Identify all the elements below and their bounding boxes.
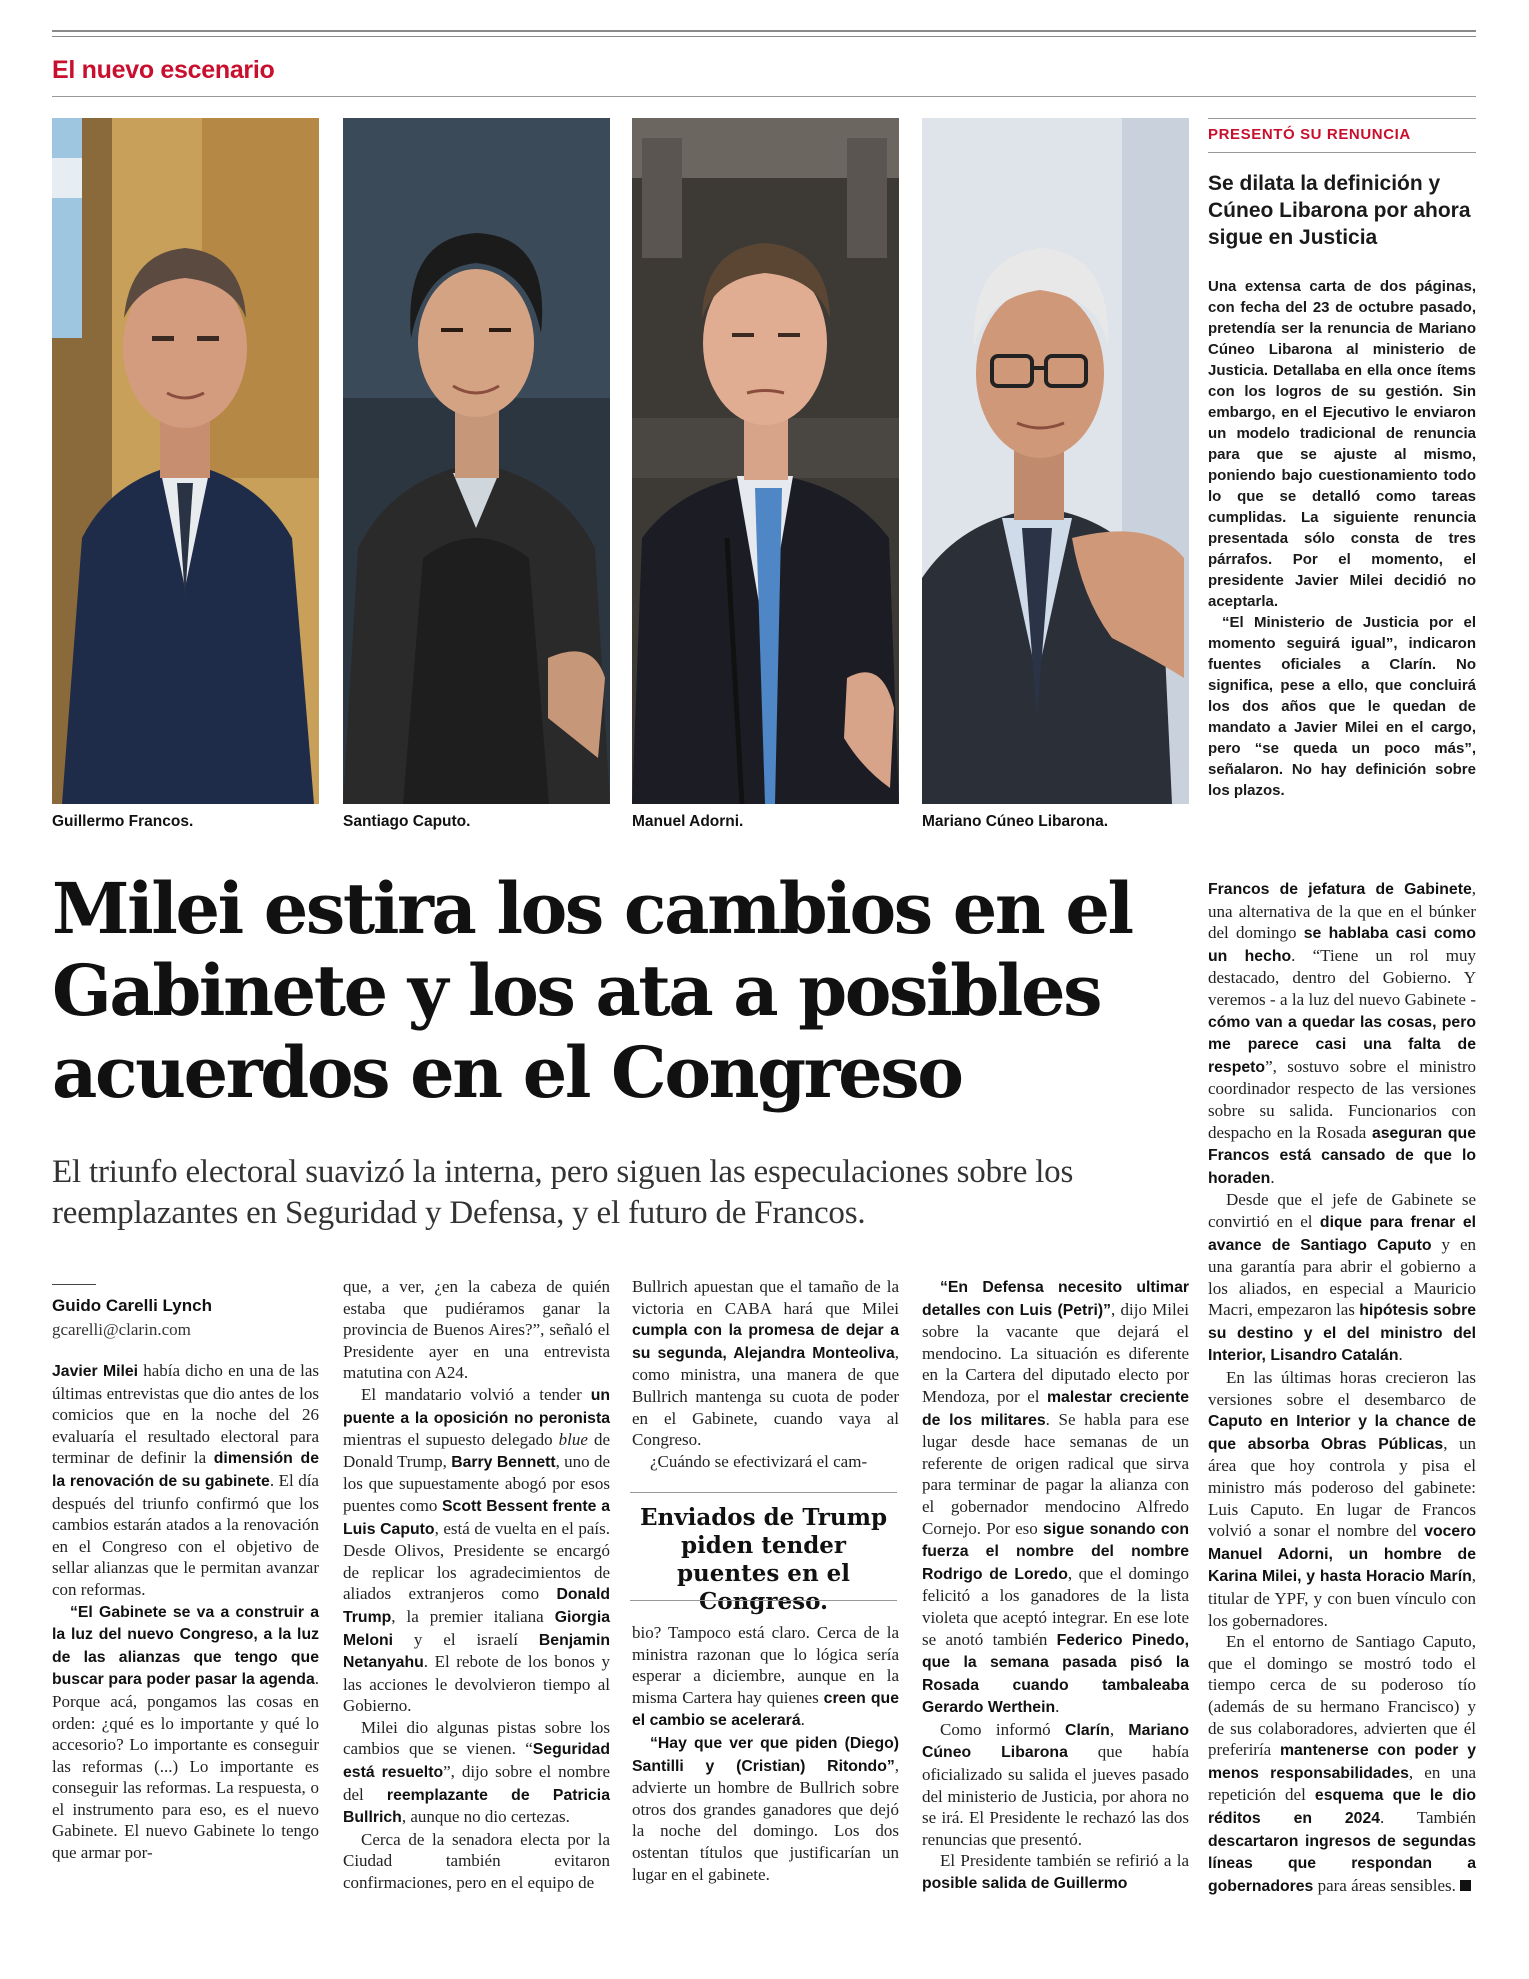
- sidebar-paragraph: Una extensa carta de dos páginas, con fecha del 23 de octubre pasado, pretendía ser la renuncia de Mariano Cúneo Libarona al ministerio de Justicia. Detallaba en ella once ítems con los logros de su gestión. Sin embargo, en el Ejecutivo le enviaron un modelo tradicional de renuncia para que se ajuste al mismo, poniendo bajo cuestionamiento todo lo que se detalló como tareas cumplidas. La siguiente renuncia presentada sólo consta de tres párrafos. Por el momento, el presidente Javier Milei decidió no aceptarla.: [1208, 278, 1476, 610]
- sidebar-kicker: PRESENTÓ SU RENUNCIA: [1208, 126, 1411, 143]
- article-paragraph: El mandatario volvió a tender un puente a la oposición no peronista mientras el supuesto delegado blue de Donald Trump, Barry Bennett, uno de los que supuestamente abogó por esos puentes como Scott Bessent frente a Luis Caputo, está de vuelta en el país. Desde Olivos, Presidente se encargó de replicar los agradecimientos de aliados extranjeros como Donald Trump, la premier italiana Giorgia Meloni y el israelí Benjamin Netanyahu. El rebote de los bonos y las acciones le devolvieron tiempo al Gobierno.: [343, 1384, 611, 1716]
- byline-author: Guido Carelli Lynch: [52, 1296, 212, 1315]
- top-rule-thin: [52, 36, 1476, 37]
- article-paragraph: “El Gabinete se va a construir a la luz del nuevo Congreso, a la luz de las alianzas que tengo que buscar para poder pasar la agenda. Porque acá, pongamos las cosas en orden: ¿qué es lo importante y qué lo accesorio? Lo importante es conseguir las reformas (...) Lo importante es conseguir las reformas. La respuesta, o el instrumento para eso, es el nuevo Gabinete. El nuevo Gabinete lo tengo que armar por-: [52, 1603, 319, 1863]
- article-paragraph: Cerca de la senadora electa por la Ciudad también evitaron confirmaciones, pero en el equipo de: [343, 1829, 610, 1893]
- photo-guillermo-francos: [52, 118, 319, 804]
- article-paragraph: bio? Tampoco está claro. Cerca de la ministra razonan que lo lógica sería esperar a diciembre, aunque en la misma Cartera hay quienes creen que el cambio se acelerará.: [632, 1623, 899, 1730]
- article-paragraph: ¿Cuándo se efectivizará el cam-: [650, 1451, 868, 1471]
- article-paragraph: Como informó Clarín, Mariano Cúneo Libarona que había oficializado su salida el jueves pasado del ministerio de Justicia, por ahora no se irá. El Presidente le rechazó las dos renuncias que presentó.: [922, 1719, 1189, 1849]
- article-paragraph: Milei dio algunas pistas sobre los cambios que se vienen. “Seguridad está resuelto”, dijo sobre el nombre del reemplazante de Patricia Bullrich, aunque no dio certezas.: [343, 1717, 610, 1827]
- deck: El triunfo electoral suavizó la interna, pero siguen las especulaciones sobre los reemplazantes en Seguridad y Defensa, y el futuro de Francos.: [52, 1154, 1074, 1231]
- article-column-4: [922, 1276, 1189, 1895]
- article-column-3: [632, 1276, 899, 1472]
- article-paragraph: “Hay que ver que piden (Diego) Santilli y (Cristian) Ritondo”, advierte un hombre de Bullrich sobre otros dos grandes ganadores que dejó la noche del domingo. Los dos ostentan títulos que justificarían un lugar en el gabinete.: [632, 1734, 899, 1884]
- article-column-1: [52, 1360, 319, 1864]
- top-rule: [52, 30, 1476, 32]
- section-label: El nuevo escenario: [52, 56, 275, 84]
- section-rule: [52, 96, 1476, 97]
- article-column-2: [343, 1276, 610, 1894]
- photo-caption: Santiago Caputo.: [343, 813, 471, 830]
- article-paragraph: que, a ver, ¿en la cabeza de quién estaba que pudiéramos ganar la provincia de Buenos Aires?”, señaló el Presidente ayer en una entrevista matutina con A24.: [343, 1277, 610, 1383]
- subhead-rule: [630, 1492, 897, 1493]
- article-paragraph: Desde que el jefe de Gabinete se convirtió en el dique para frenar el avance de Santiago Caputo y en una garantía para abrir el gobierno a los aliados, en especial a Mauricio Macri, empezaron las hipótesis sobre su destino y el del ministro del Interior, Lisandro Catalán.: [1208, 1190, 1477, 1365]
- sidebar-rule: [1208, 152, 1476, 153]
- photo-caption: Manuel Adorni.: [632, 813, 744, 830]
- sidebar-title: Se dilata la definición y Cúneo Libarona por ahora sigue en Justicia: [1208, 172, 1471, 249]
- photo-caption: Mariano Cúneo Libarona.: [922, 813, 1109, 830]
- sidebar-rule: [1208, 118, 1476, 119]
- article-column-3-continued: [632, 1622, 899, 1885]
- subhead: Enviados de Trump piden tender puentes en el Congreso.: [639, 1504, 888, 1615]
- subhead-rule: [630, 1600, 897, 1601]
- photo-caption: Guillermo Francos.: [52, 813, 194, 830]
- article-paragraph: “En Defensa necesito ultimar detalles con Luis (Petri)”, dijo Milei sobre la vacante que dejará el mendocino. La situación es diferente en la Cartera del diputado electo por Mendoza, por el malestar creciente de los militares. Se habla para ese lugar desde hace semanas de un referente de origen radical que sirva para terminar de pagar la alianza con el gobernador mendocino Alfredo Cornejo. Por eso sigue sonando con fuerza el nombre del nombre Rodrigo de Loredo, que el domingo felicitó a los ganadores de la lista violeta que aceptó integrar. En ese lote se anotó también Federico Pinedo, que la semana pasada pisó la Rosada cuando tambaleaba Gerardo Werthein.: [922, 1279, 1190, 1717]
- photo-mariano-cuneo-libarona: [922, 118, 1189, 804]
- article-paragraph: En las últimas horas crecieron las versiones sobre el desembarco de Caputo en Interior y la chance de que absorba Obras Públicas, un área que hoy controla y pisa el ministro más poderoso del gabinete: Luis Caputo. En lugar de Francos volvió a sonar el nombre del vocero Manuel Adorni, un hombre de Karina Milei, y hasta Horacio Marín, titular de YPF, y con buen vínculo con los gobernadores.: [1208, 1368, 1477, 1630]
- sidebar-body: [1208, 276, 1476, 801]
- sidebar-paragraph: “El Ministerio de Justicia por el momento seguirá igual”, indicaron fuentes oficiales a Clarín. No significa, pese a ello, que concluirá los dos años que le quedan de mandato a Javier Milei en el cargo, pero “se queda un poco más”, señalaron. No hay definición sobre los plazos.: [1208, 614, 1476, 799]
- article-paragraph: Javier Milei había dicho en una de las últimas entrevistas que dio antes de los comicios que en la noche del 26 evaluaría el resultado electoral para terminar de definir la dimensión de la renovación de su gabinete. El día después del triunfo confirmó que los cambios estarán atados a la renovación en el Congreso con el objetivo de sellar alianzas que le permitan avanzar con reformas.: [52, 1361, 319, 1599]
- byline-rule: [52, 1284, 96, 1285]
- article-paragraph: El Presidente también se refirió a la posible salida de Guillermo: [922, 1851, 1189, 1893]
- article-paragraph: En el entorno de Santiago Caputo, que el domingo se mostró todo el tiempo cerca de su poderoso tío (además de su hermano Francisco) y de sus colaboradores, advierten que él preferiría mantenerse con poder y menos responsabilidades, en una repetición del esquema que le dio réditos en 2024. También descartaron ingresos de segundas líneas que respondan a gobernadores para áreas sensibles.: [1208, 1632, 1477, 1895]
- headline: Milei estira los cambios en el Gabinete y los ata a posibles acuerdos en el Congreso: [52, 867, 1132, 1114]
- photo-manuel-adorni: [632, 118, 899, 804]
- article-column-5: [1208, 878, 1476, 1897]
- article-paragraph: Francos de jefatura de Gabinete, una alternativa de la que en el búnker del domingo se hablaba casi como un hecho. “Tiene un rol muy destacado, dentro del Gobierno. Y veremos - a la luz del nuevo Gabinete - cómo van a quedar las cosas, pero me parece casi una falta de respeto”, sostuvo sobre el ministro coordinador respecto de las versiones sobre su salida. Funcionarios con despacho en la Rosada aseguran que Francos está cansado de que lo horaden.: [1208, 879, 1476, 1187]
- byline-email: gcarelli@clarin.com: [52, 1320, 191, 1339]
- article-paragraph: Bullrich apuestan que el tamaño de la victoria en CABA hará que Milei cumpla con la promesa de dejar a su segunda, Alejandra Monteoliva, como ministra, una manera de que Bullrich mantenga su cuota de poder en el Gabinete, cuando vaya al Congreso.: [632, 1277, 899, 1450]
- end-of-article-mark: [1460, 1880, 1471, 1891]
- photo-santiago-caputo: [343, 118, 610, 804]
